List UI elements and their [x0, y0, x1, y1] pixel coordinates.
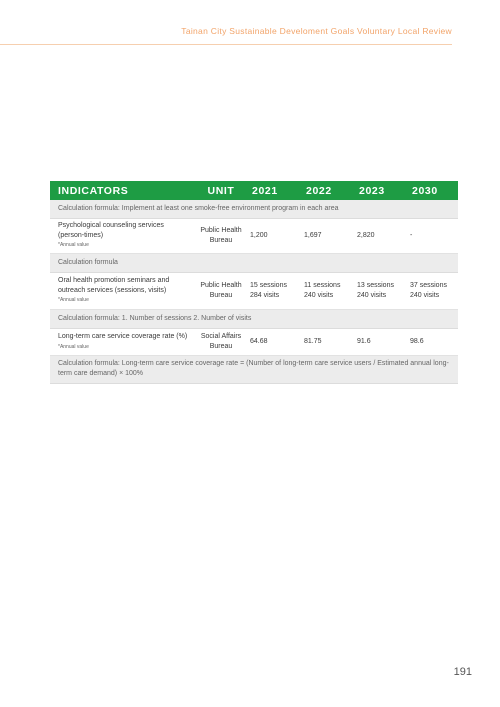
value-2022: 1,697	[304, 232, 322, 239]
unit-line: Bureau	[209, 343, 233, 350]
calculation-formula-row: Calculation formula: 1. Number of sessions 2. Number of visits	[50, 310, 458, 329]
table-row	[50, 219, 458, 254]
unit-cell	[192, 226, 250, 246]
value-2021: 64.68	[250, 338, 268, 345]
unit-line: Public Health	[200, 227, 242, 234]
indicator-cell	[50, 221, 192, 251]
unit-line: Public Health	[200, 282, 242, 289]
formula-line: term care demand) × 100%	[58, 370, 144, 377]
indicators-table	[50, 181, 458, 384]
value-2021	[250, 281, 304, 301]
document-header-title: Tainan City Sustainable Develoment Goals Voluntary Local Review	[181, 26, 452, 36]
formula-line: Calculation formula: Long-term care service coverage rate = (Number of long-term care service users / Estimated annual long-	[58, 360, 449, 367]
unit-line: Bureau	[209, 237, 233, 244]
annual-value-note: *Annual value	[58, 242, 89, 249]
unit-cell	[192, 281, 250, 301]
indicator-name-line: (person-times)	[58, 231, 104, 239]
value-2021: 1,200	[250, 232, 268, 239]
column-header-2022: 2022	[306, 184, 332, 197]
unit-cell	[192, 332, 250, 352]
value-line: 13 sessions	[357, 282, 394, 289]
value-line: 240 visits	[304, 292, 334, 299]
column-header-unit: UNIT	[207, 184, 235, 197]
table-header-row	[50, 181, 458, 200]
value-line: 37 sessions	[410, 282, 447, 289]
value-line: 240 visits	[357, 292, 387, 299]
annual-value-note: *Annual value	[58, 343, 89, 350]
column-header-2021: 2021	[252, 184, 278, 197]
value-2030	[410, 281, 458, 301]
unit-line: Bureau	[209, 292, 233, 299]
value-line: 15 sessions	[250, 282, 287, 289]
value-line: 240 visits	[410, 292, 440, 299]
value-2030: -	[410, 232, 413, 239]
calculation-formula-row: Calculation formula: Implement at least one smoke-free environment program in each area	[50, 200, 458, 219]
calculation-formula-row: Calculation formula	[50, 254, 458, 273]
value-2030: 98.6	[410, 338, 424, 345]
annual-value-note: *Annual value	[58, 297, 89, 304]
value-2023: 2,820	[357, 232, 375, 239]
column-header-2023: 2023	[359, 184, 385, 197]
indicator-name-line: outreach services (sessions, visits)	[58, 286, 167, 294]
indicator-name-line: Oral health promotion seminars and	[58, 277, 170, 285]
column-header-2030: 2030	[412, 184, 438, 197]
header-divider	[0, 44, 452, 45]
table-row	[50, 329, 458, 356]
value-line: 11 sessions	[304, 282, 341, 289]
value-2023	[357, 281, 410, 301]
value-line: 284 visits	[250, 292, 280, 299]
page-number: 191	[453, 666, 472, 678]
indicator-cell	[50, 276, 192, 306]
value-2022: 81.75	[304, 338, 322, 345]
indicator-name-line: Long-term care service coverage rate (%)	[58, 333, 188, 340]
unit-line: Social Affairs	[200, 333, 242, 340]
indicator-cell	[50, 332, 192, 352]
calculation-formula-row	[50, 356, 458, 384]
value-2023: 91.6	[357, 338, 371, 345]
table-row	[50, 273, 458, 310]
indicator-name-line: Psychological counseling services	[58, 222, 164, 230]
value-2022	[304, 281, 357, 301]
column-header-indicators: INDICATORS	[58, 184, 129, 197]
